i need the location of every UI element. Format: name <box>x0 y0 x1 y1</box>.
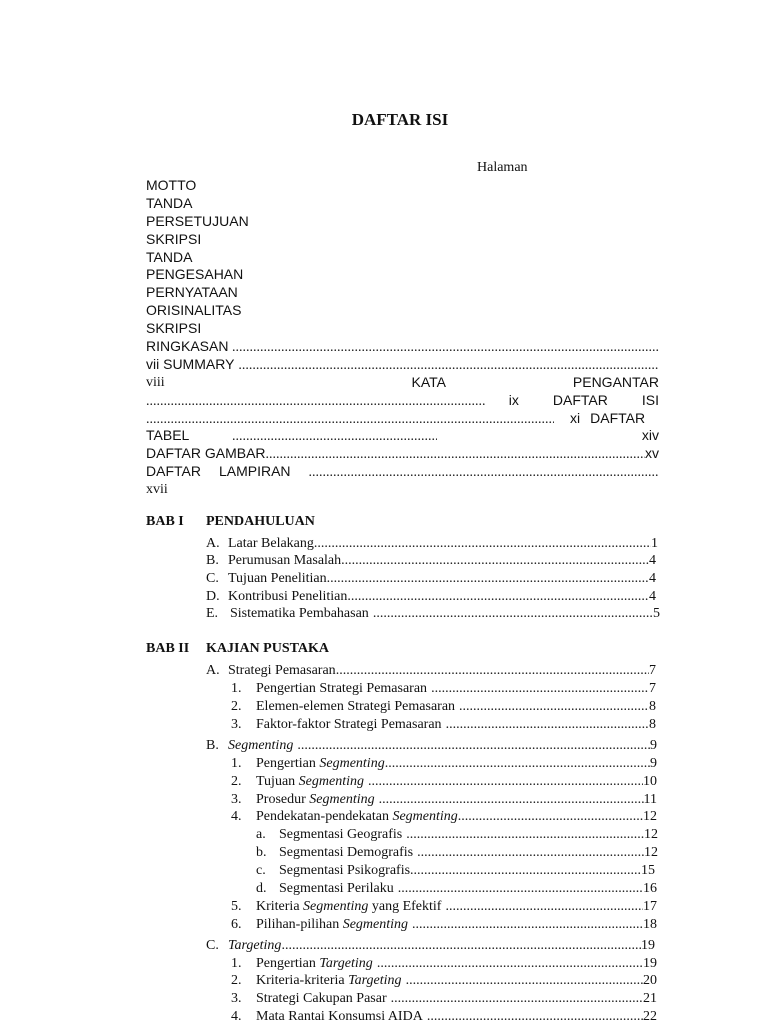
toc-marker: 6. <box>231 917 242 932</box>
fm-text: viii <box>146 374 165 390</box>
toc-text: Faktor-faktor Strategi Pemasaran <box>256 717 442 732</box>
toc-page: 8 <box>649 699 656 714</box>
toc-page: 7 <box>649 681 656 696</box>
toc-page: 8 <box>649 717 656 732</box>
chapter-title: KAJIAN PUSTAKA <box>206 641 330 656</box>
toc-text-em: Segmenting <box>392 809 458 824</box>
leader-dots <box>368 773 643 791</box>
fm-line: MOTTO <box>146 177 197 193</box>
toc-page: 4 <box>649 553 656 568</box>
toc-page: 12 <box>644 827 658 842</box>
toc-marker: 2. <box>231 699 242 714</box>
fm-line-tabel <box>146 427 659 445</box>
leader-dots <box>297 737 650 755</box>
toc-text: Strategi Cakupan Pasar <box>256 991 387 1006</box>
fm-text: DAFTAR <box>590 409 646 426</box>
leader-dots <box>379 791 644 809</box>
fm-line: ORISINALITAS <box>146 302 242 319</box>
leader-dots <box>347 588 649 606</box>
toc-entry <box>231 773 657 791</box>
toc-marker: 2. <box>231 973 242 988</box>
chapter-title: PENDAHULUAN <box>206 514 315 529</box>
leader-dots <box>398 880 643 898</box>
leader-dots <box>458 808 643 826</box>
toc-text: Prosedur <box>256 792 310 807</box>
fm-line: PERSETUJUAN <box>146 212 249 229</box>
toc-page: 1 <box>651 536 658 551</box>
fm-text: xi <box>570 409 581 426</box>
toc-text: Segmentasi Psikografis <box>279 863 411 878</box>
toc-text: Mata Rantai Konsumsi AIDA <box>256 1009 423 1024</box>
leader-dots <box>427 1008 643 1026</box>
toc-page: 18 <box>643 917 657 932</box>
leader-dots <box>459 698 649 716</box>
toc-text-em: Segmenting <box>342 917 409 932</box>
fm-text: DAFTAR <box>146 463 201 480</box>
toc-page: 21 <box>643 991 657 1006</box>
toc-entry <box>231 755 657 773</box>
leader-dots <box>281 937 641 955</box>
page-title: DAFTAR ISI <box>351 110 449 129</box>
toc-page: 16 <box>643 881 657 896</box>
toc-entry <box>206 552 656 570</box>
leader-dots <box>391 990 643 1008</box>
fm-line: PERNYATAAN <box>146 284 238 301</box>
toc-entry <box>231 972 657 990</box>
toc-page: 20 <box>643 973 657 988</box>
toc-text: Segmentasi Demografis <box>279 845 414 860</box>
leader-dots <box>314 535 651 553</box>
toc-marker: 1. <box>231 956 242 971</box>
toc-entry <box>206 588 656 606</box>
chapter-number: BAB II <box>146 641 190 656</box>
toc-marker: a. <box>256 827 266 842</box>
leader-dots <box>406 972 643 990</box>
toc-page: 22 <box>643 1009 657 1024</box>
fm-line: SKRIPSI <box>146 230 202 247</box>
toc-entry <box>231 990 657 1008</box>
toc-text: Tujuan <box>256 774 299 789</box>
fm-text: vii SUMMARY <box>146 355 235 372</box>
leader-dots <box>373 605 653 623</box>
leader-dots <box>232 339 659 357</box>
leader-dots <box>445 898 643 916</box>
toc-entry <box>206 535 658 553</box>
toc-marker: 3. <box>231 792 242 807</box>
toc-page: 4 <box>649 589 656 604</box>
fm-line: xvii <box>146 482 168 498</box>
toc-text: Pengertian <box>256 756 320 771</box>
toc-marker: A. <box>206 663 220 678</box>
leader-dots <box>406 826 644 844</box>
toc-marker: B. <box>206 738 219 753</box>
leader-dots <box>146 393 485 411</box>
fm-line-gambar <box>146 445 659 463</box>
toc-text: Strategi Pemasaran <box>228 663 336 678</box>
fm-line: TANDA <box>146 194 193 211</box>
toc-marker: 2. <box>231 774 242 789</box>
leader-dots <box>232 428 437 446</box>
toc-entry <box>231 698 656 716</box>
toc-page: 4 <box>649 571 656 586</box>
toc-text: Kontribusi Penelitian <box>228 589 348 604</box>
leader-dots <box>238 357 659 375</box>
toc-marker: 4. <box>231 1009 242 1024</box>
fm-text: DAFTAR <box>552 391 608 408</box>
toc-text-em: Segmenting <box>298 774 364 789</box>
toc-entry <box>231 955 657 973</box>
leader-dots <box>341 552 649 570</box>
toc-text-em: Targeting <box>319 956 373 971</box>
fm-line-summary <box>146 356 659 374</box>
toc-marker: C. <box>206 571 219 586</box>
toc-marker: D. <box>206 589 220 604</box>
toc-entry <box>256 880 657 898</box>
fm-line: TANDA <box>146 248 193 265</box>
toc-text: Pendekatan-pendekatan <box>256 809 393 824</box>
toc-entry <box>206 937 655 955</box>
fm-line-xi <box>146 410 659 428</box>
leader-dots <box>417 844 644 862</box>
fm-text: TABEL <box>146 427 190 444</box>
toc-text: Pengertian <box>256 956 320 971</box>
toc-marker: 4. <box>231 809 242 824</box>
toc-text-em: Segmenting <box>303 899 369 914</box>
toc-marker: b. <box>256 845 267 860</box>
toc-marker: C. <box>206 938 219 953</box>
fm-text: PENGANTAR <box>572 373 659 390</box>
toc-marker: B. <box>206 553 219 568</box>
toc-text: Latar Belakang <box>228 536 314 551</box>
fm-line-ringkasan <box>146 338 659 356</box>
toc-text: Segmentasi Perilaku <box>279 881 394 896</box>
toc-page: 5 <box>653 606 660 621</box>
toc-page: 9 <box>650 756 657 771</box>
toc-text: Kriteria-kriteria <box>256 973 349 988</box>
toc-page: 9 <box>650 738 657 753</box>
toc-text-em: Segmenting <box>319 756 385 771</box>
fm-text: ISI <box>641 391 659 408</box>
fm-text: DAFTAR GAMBAR <box>146 445 266 462</box>
leader-dots <box>446 716 649 734</box>
toc-page: 17 <box>643 899 657 914</box>
leader-dots <box>377 955 643 973</box>
front-matter <box>146 177 659 499</box>
leader-dots <box>385 755 650 773</box>
toc-text: Pilihan-pilihan <box>256 917 343 932</box>
chapter-number: BAB I <box>146 514 184 529</box>
toc-entry <box>206 737 657 755</box>
toc-text: Segmenting <box>228 738 294 753</box>
toc-entry <box>206 605 660 623</box>
toc-marker: 3. <box>231 991 242 1006</box>
leader-dots <box>266 446 645 464</box>
toc-page: 11 <box>643 792 657 807</box>
fm-text: RINGKASAN <box>146 338 229 355</box>
leader-dots <box>431 680 649 698</box>
leader-dots <box>146 411 554 429</box>
toc-page: 15 <box>641 863 655 878</box>
leader-dots <box>336 662 649 680</box>
leader-dots <box>410 862 641 880</box>
toc-entry <box>256 826 658 844</box>
toc-marker: 5. <box>231 899 242 914</box>
toc-text: Sistematika Pembahasan <box>230 606 369 621</box>
chapter-heading <box>146 640 329 658</box>
toc-entry <box>231 1008 657 1026</box>
fm-text: KATA <box>411 373 447 390</box>
toc-entry <box>256 862 655 880</box>
leader-dots <box>309 464 659 482</box>
toc-text-em: Targeting <box>348 973 402 988</box>
toc-entry <box>231 716 656 734</box>
toc-marker: A. <box>206 536 220 551</box>
toc-marker: 1. <box>231 681 242 696</box>
fm-line: PENGESAHAN <box>146 266 244 283</box>
toc-entry <box>256 844 658 862</box>
toc-marker: d. <box>256 881 267 896</box>
fm-line: SKRIPSI <box>146 320 202 337</box>
fm-text: xv <box>645 445 659 462</box>
leader-dots <box>412 916 643 934</box>
fm-line-lampiran <box>146 463 659 481</box>
toc-text: Elemen-elemen Strategi Pemasaran <box>256 699 456 714</box>
toc-page: 12 <box>643 809 657 824</box>
fm-line-ix <box>146 392 659 410</box>
toc-marker: 1. <box>231 756 242 771</box>
toc-text: Pengertian Strategi Pemasaran <box>256 681 428 696</box>
toc-entry <box>231 916 657 934</box>
fm-text: ix <box>508 391 519 408</box>
toc-page: 19 <box>641 938 655 953</box>
fm-line-kata <box>146 374 659 392</box>
chapter-heading <box>146 513 315 531</box>
toc-page: 7 <box>649 663 656 678</box>
toc-text: Segmentasi Geografis <box>279 827 403 842</box>
toc-entry <box>231 680 656 698</box>
toc-entry <box>231 898 657 916</box>
toc-text: yang Efektif <box>368 899 442 914</box>
toc-text-em: Segmenting <box>309 792 375 807</box>
toc-marker: 3. <box>231 717 242 732</box>
toc-text: Tujuan Penelitian <box>228 571 327 586</box>
toc-text: Targeting <box>228 938 282 953</box>
toc-entry <box>231 808 657 826</box>
toc-marker: E. <box>206 606 219 621</box>
leader-dots <box>327 570 649 588</box>
toc-page: 19 <box>643 956 657 971</box>
fm-text: xiv <box>641 427 659 444</box>
toc-entry <box>206 570 656 588</box>
toc-page: 10 <box>643 774 657 789</box>
fm-text: LAMPIRAN <box>218 463 291 480</box>
toc-text: Kriteria <box>256 899 304 914</box>
toc-text: Perumusan Masalah <box>228 553 342 568</box>
toc-entry <box>231 791 657 809</box>
toc-entry <box>206 662 656 680</box>
toc-marker: c. <box>256 863 266 878</box>
toc-page: 12 <box>644 845 658 860</box>
halaman-label: Halaman <box>477 160 528 175</box>
